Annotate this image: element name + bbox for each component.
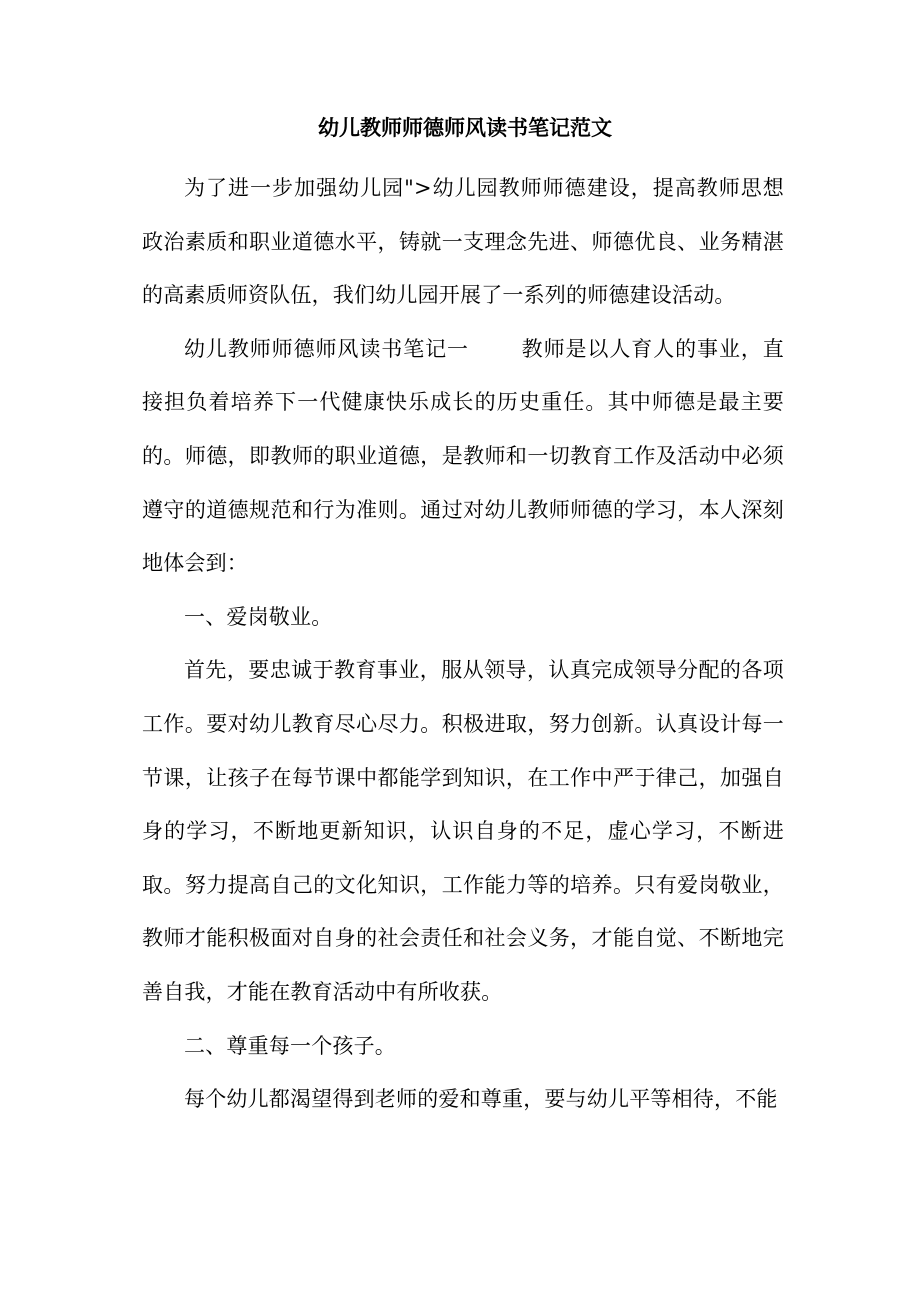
section-2-paragraph: 每个幼儿都渴望得到老师的爱和尊重，要与幼儿平等相待，不能 [184, 1087, 778, 1112]
note-paragraph [142, 323, 784, 591]
note-heading: 幼儿教师师德师风读书笔记一 [184, 336, 469, 361]
section-1-paragraph: 首先，要忠诚于教育事业，服从领导，认真完成领导分配的各项工作。要对幼儿教育尽心尽力。积极进取，努力创新。认真设计每一节课，让孩子在每节课中都能学到知识，在工作中严于律己，加强自身的学习，不断地更新知识，认识自身的不足，虚心学习，不断进取。努力提高自己的文化知识，工作能力等的培养。只有爱岗敬业，教师才能积极面对自身的社会责任和社会义务，才能自觉、不断地完善自我，才能在教育活动中有所收获。 [142, 658, 784, 1004]
note-body: 教师是以人育人的事业，直接担负着培养下一代健康快乐成长的历史重任。其中师德是最主要的。师德，即教师的职业道德，是教师和一切教育工作及活动中必须遵守的道德规范和行为准则。通过对幼儿教师师德的学习，本人深刻地体会到： [142, 336, 784, 576]
intro-paragraph: 为了进一步加强幼儿园">幼儿园教师师德建设，提高教师思想政治素质和职业道德水平，铸就一支理念先进、师德优良、业务精湛的高素质师资队伍，我们幼儿园开展了一系列的师德建设活动。 [142, 176, 784, 308]
document-title: 幼儿教师师德师风读书笔记范文 [318, 115, 612, 140]
section-2-heading: 二、尊重每一个孩子。 [184, 1033, 396, 1058]
section-1-heading: 一、爱岗敬业。 [184, 604, 333, 629]
document-body [142, 110, 784, 1127]
